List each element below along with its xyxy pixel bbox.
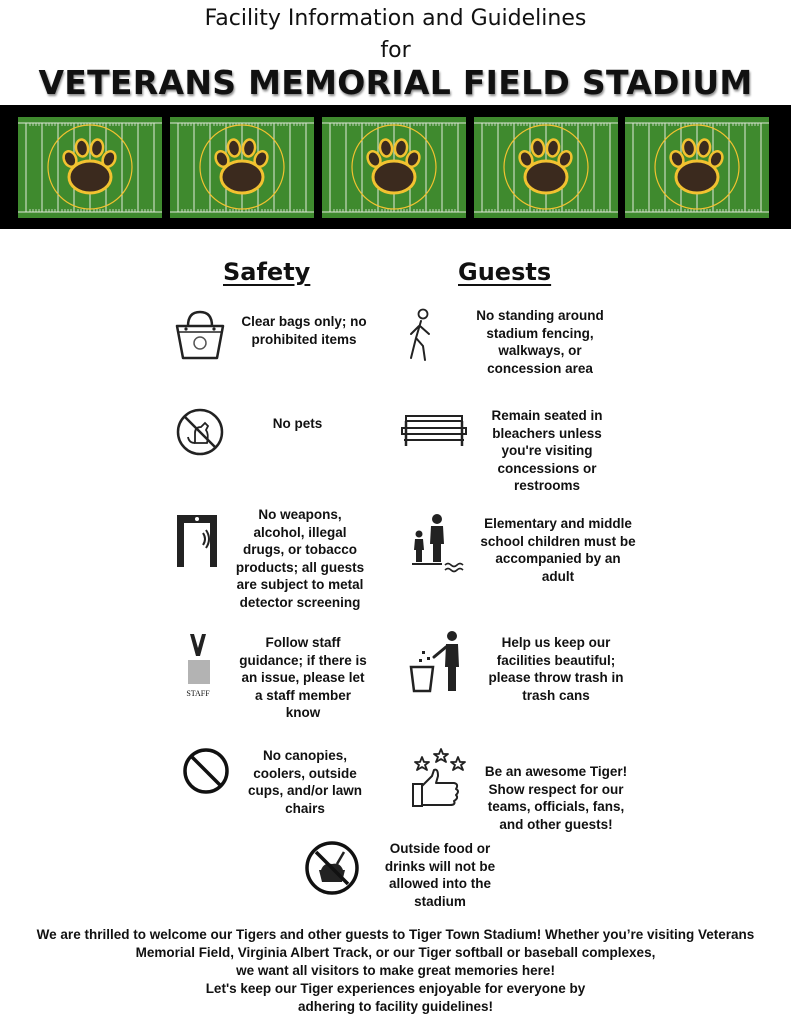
guests-heading: Guests: [458, 258, 552, 286]
bleachers-icon: [400, 412, 468, 448]
footer-message: [30, 926, 761, 1016]
safety-item-text: Clear bags only; no prohibited items: [241, 314, 367, 347]
field-graphic: [170, 117, 314, 218]
no-pets-icon: [175, 407, 225, 457]
footer-line: Let's keep our Tiger experiences enjoyable for everyone by: [205, 981, 586, 996]
footer-line: we want all visitors to make great memories here!: [236, 963, 555, 978]
safety-item-text: No pets: [272, 416, 323, 431]
adult-child-icon: [410, 512, 464, 574]
stadium-field-banner: [0, 105, 791, 229]
field-panel: [474, 117, 618, 218]
safety-item-text: Follow staff guidance; if there is an issue, please let a staff member know: [239, 635, 367, 720]
guest-item-text: Remain seated in bleachers unless you're visiting concessions or restrooms: [491, 408, 603, 493]
safety-item-text: No canopies, coolers, outside cups, and/or lawn chairs: [247, 748, 363, 816]
trash-can-icon: [408, 629, 464, 693]
guest-item-text: Be an awesome Tiger! Show respect for our teams, officials, fans, and other guests!: [484, 764, 628, 832]
prohibited-icon: [181, 746, 231, 796]
guest-item-text: No standing around stadium fencing, walkways, or concession area: [476, 308, 604, 376]
staff-label: STAFF: [186, 689, 210, 698]
field-graphic: [322, 117, 466, 218]
footer-line: adhering to facility guidelines!: [297, 999, 494, 1014]
safety-heading: Safety: [223, 258, 311, 286]
header-line-1: Facility Information and Guidelines: [204, 6, 587, 31]
field-panel: [18, 117, 162, 218]
clear-bag-icon: [172, 308, 228, 362]
header-line-2: for: [380, 38, 411, 63]
thumbs-up-stars-icon: [410, 748, 468, 810]
walking-person-icon: [403, 308, 437, 362]
field-panel: [625, 117, 769, 218]
safety-item-text: No weapons, alcohol, illegal drugs, or tobacco products; all guests are subject to metal detector screening: [235, 507, 365, 610]
staff-badge-icon: [182, 632, 214, 698]
page-title: VETERANS MEMORIAL FIELD STADIUM: [38, 63, 753, 102]
footer-line: Memorial Field, Virginia Albert Track, or our Tiger softball or baseball complexes,: [135, 945, 656, 960]
guest-item-text: Elementary and middle school children must be accompanied by an adult: [480, 516, 636, 584]
field-graphic: [474, 117, 618, 218]
guest-item-text: Help us keep our facilities beautiful; please throw trash in trash cans: [488, 635, 624, 703]
field-panel: [322, 117, 466, 218]
field-graphic: [18, 117, 162, 218]
field-panel: [170, 117, 314, 218]
no-food-icon: [304, 840, 360, 896]
footer-line: We are thrilled to welcome our Tigers and other guests to Tiger Town Stadium! Whether you’re visiting Veterans: [36, 927, 755, 942]
center-item-text: Outside food or drinks will not be allowed into the stadium: [384, 841, 496, 909]
field-graphic: [625, 117, 769, 218]
metal-detector-icon: [175, 513, 219, 569]
